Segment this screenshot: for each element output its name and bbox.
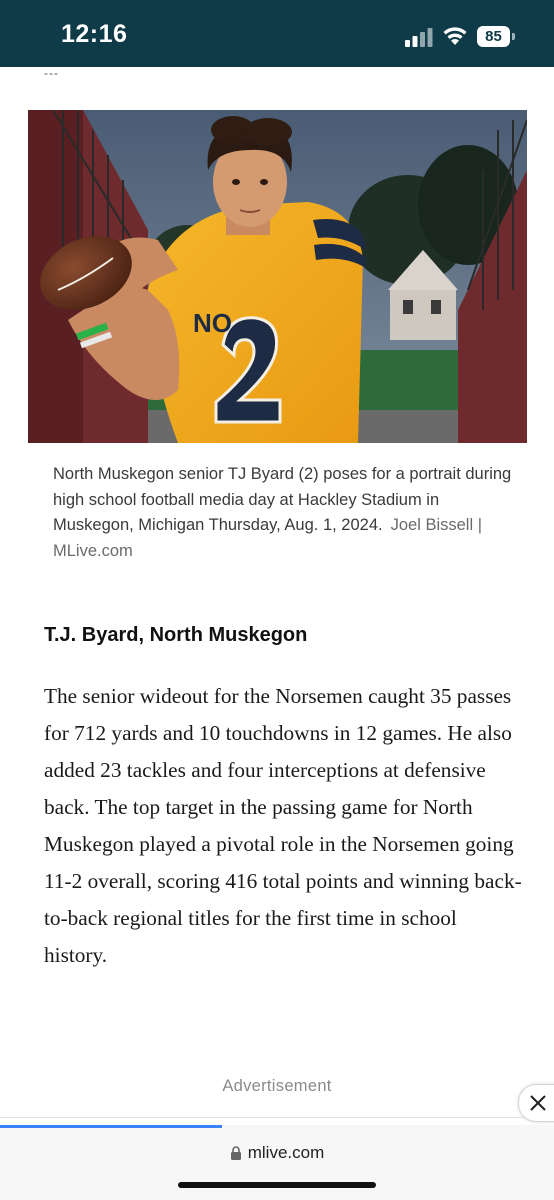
photo-caption [53,462,513,564]
photo-credit: Joel Bissell | MLive.com [53,516,482,560]
section-headline: T.J. Byard, North Muskegon [44,624,308,646]
cellular-signal-icon [405,27,433,47]
status-time: 12:16 [61,20,128,48]
advertisement-label: Advertisement [222,1077,332,1095]
home-indicator[interactable] [178,1182,376,1188]
ad-close-button[interactable] [518,1084,554,1122]
status-bar [0,0,554,67]
battery-icon [477,26,517,47]
ad-divider [0,1117,554,1118]
svg-text:NO: NO [193,308,232,338]
close-icon [529,1094,547,1112]
player-photo-illustration [28,110,527,443]
top-mark: --- [44,66,59,80]
page-load-progress [0,1125,222,1128]
url-text: mlive.com [247,1143,325,1162]
url-display[interactable] [0,1143,554,1163]
wifi-icon [442,24,468,46]
article-body: The senior wideout for the Norsemen caught 35 passes for 712 yards and 10 touchdowns in 12 games. He also added 23 tackles and four interceptions at defensive back. The top target in the passing game for North Muskegon played a pivotal role in the Norsemen going 11-2 overall, scoring 416 total points and winning back-to-back regional titles for the first time in school history. [44,684,522,967]
caption-text: North Muskegon senior TJ Byard (2) poses for a portrait during high school football media day at Hackley Stadium in Muskegon, Michigan Thursday, Aug. 1, 2024. [53,465,512,534]
lock-icon [230,1146,242,1161]
article-photo[interactable] [28,110,527,443]
battery-level: 85 [485,28,502,45]
